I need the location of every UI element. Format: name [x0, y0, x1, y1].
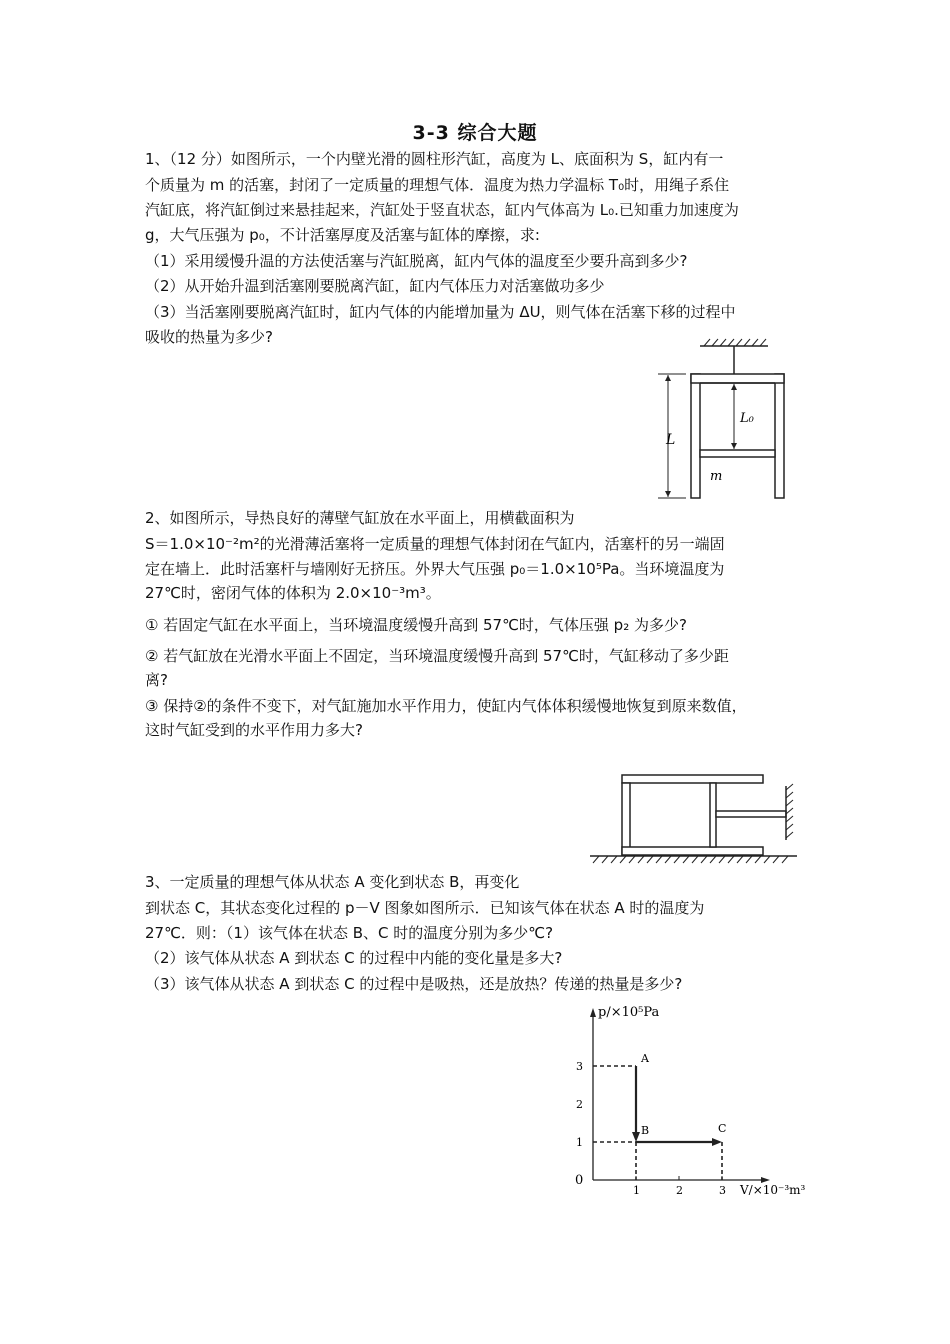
problem-2-line: 离? — [145, 671, 168, 689]
label-L: L — [666, 432, 676, 448]
arrow-B-C — [712, 1138, 722, 1146]
label-m: m — [710, 469, 723, 484]
problem-1-line: 汽缸底，将汽缸倒过来悬挂起来，汽缸处于竖直状态，缸内气体高为 L₀.已知重力加速度为 — [145, 201, 739, 219]
problem-2-question-1: ① 若固定气缸在水平面上，当环境温度缓慢升高到 57℃时，气体压强 p₂ 为多少? — [145, 616, 687, 634]
horizontal-cylinder-figure — [585, 768, 800, 870]
problem-2-line: S＝1.0×10⁻²m²的光滑薄活塞将一定质量的理想气体封闭在气缸内，活塞杆的另一端固 — [145, 535, 725, 553]
y-tick-label: 1 — [576, 1136, 583, 1149]
problem-3-line: 到状态 C，其状态变化过程的 p－V 图象如图所示．已知该气体在状态 A 时的温度为 — [145, 899, 705, 917]
problem-3-line: 3、一定质量的理想气体从状态 A 变化到状态 B，再变化 — [145, 873, 520, 891]
origin-label: 0 — [575, 1173, 584, 1188]
problem-2-line: 定在墙上．此时活塞杆与墙刚好无挤压。外界大气压强 p₀＝1.0×10⁵Pa。当环境温度为 — [145, 560, 725, 578]
y-axis-label: p/×10⁵Pa — [598, 1005, 660, 1020]
x-tick-label: 2 — [676, 1184, 683, 1197]
problem-2-question-3: ③ 保持②的条件不变下，对气缸施加水平作用力，使缸内气体体积缓慢地恢复到原来数值， — [145, 697, 747, 715]
y-tick-label: 2 — [576, 1098, 583, 1111]
problem-3-question-1: 27℃．则：（1）该气体在状态 B、C 时的温度分别为多少℃? — [145, 924, 554, 942]
problem-2-line: 2、如图所示，导热良好的薄壁气缸放在水平面上，用横截面积为 — [145, 509, 575, 527]
y-axis-arrow — [590, 1008, 596, 1017]
x-tick-label: 3 — [719, 1184, 726, 1197]
problem-2-question-2: ② 若气缸放在光滑水平面上不固定，当环境温度缓慢升高到 57℃时，气缸移动了多少距 — [145, 647, 729, 665]
problem-2-line: 这时气缸受到的水平作用力多大? — [145, 721, 363, 739]
pv-diagram-chart — [560, 998, 820, 1208]
problem-1-line: 个质量为 m 的活塞，封闭了一定质量的理想气体．温度为热力学温标 T₀时，用绳子系住 — [145, 176, 730, 194]
y-tick-label: 3 — [576, 1060, 583, 1073]
x-tick-label: 1 — [633, 1184, 640, 1197]
hanging-cylinder-figure — [650, 336, 800, 506]
label-L0: L₀ — [740, 411, 754, 426]
x-axis-label: V/×10⁻³m³ — [740, 1183, 806, 1197]
point-label-A: A — [641, 1052, 649, 1065]
point-label-B: B — [641, 1124, 650, 1137]
page-title: 3-3 综合大题 — [412, 122, 538, 144]
problem-1-line: 1、（12 分）如图所示，一个内壁光滑的圆柱形汽缸，高度为 L、底面积为 S，缸内有一 — [145, 150, 724, 168]
problem-3-question-3: （3）该气体从状态 A 到状态 C 的过程中是吸热，还是放热？传递的热量是多少? — [145, 975, 683, 993]
problem-3-question-2: （2）该气体从状态 A 到状态 C 的过程中内能的变化量是多大? — [145, 949, 563, 967]
problem-1-line: 吸收的热量为多少? — [145, 328, 273, 346]
point-label-C: C — [718, 1122, 727, 1135]
problem-1-question-2: （2）从开始升温到活塞刚要脱离汽缸，缸内气体压力对活塞做功多少 — [145, 277, 605, 295]
problem-1-question-1: （1）采用缓慢升温的方法使活塞与汽缸脱离，缸内气体的温度至少要升高到多少? — [145, 252, 688, 270]
arrow-A-B — [632, 1132, 640, 1142]
problem-1-question-3: （3）当活塞刚要脱离汽缸时，缸内气体的内能增加量为 ΔU，则气体在活塞下移的过程中 — [145, 303, 736, 321]
problem-2-line: 27℃时，密闭气体的体积为 2.0×10⁻³m³。 — [145, 584, 441, 602]
problem-1-line: g，大气压强为 p₀，不计活塞厚度及活塞与缸体的摩擦，求: — [145, 226, 540, 244]
